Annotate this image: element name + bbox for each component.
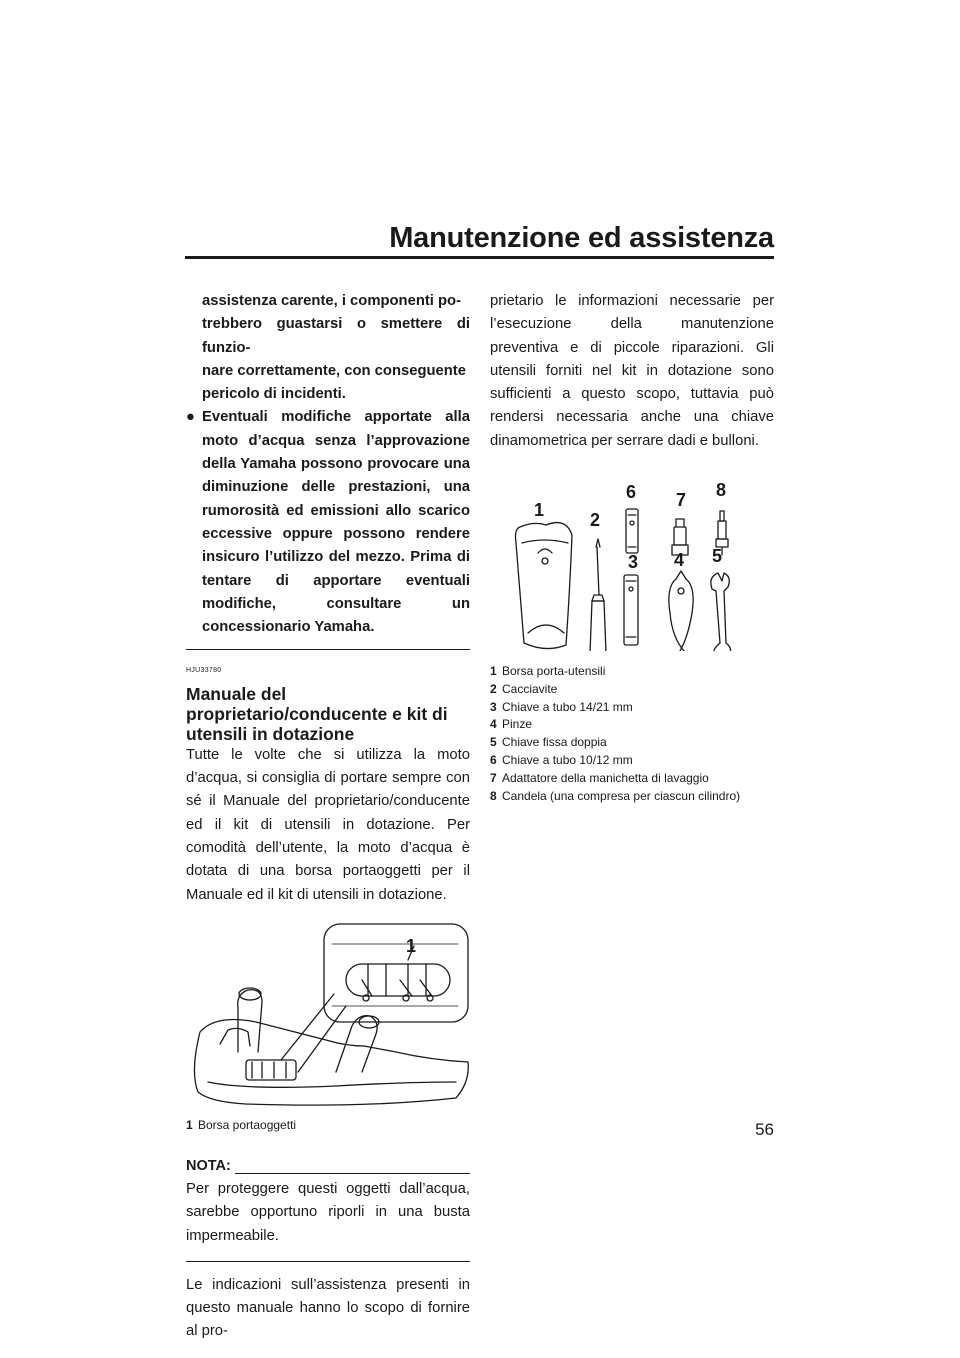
- note-rule: [235, 1173, 470, 1174]
- tool-caption: [490, 663, 774, 681]
- header-rule: [185, 256, 774, 259]
- tool-caption: [490, 681, 774, 699]
- section-divider: [186, 649, 470, 650]
- page-number: 56: [755, 1120, 774, 1139]
- caption-number: 3: [490, 699, 497, 714]
- caption-number: 1: [490, 664, 497, 679]
- tool-caption: [490, 770, 774, 788]
- caption-text: Borsa portaoggetti: [198, 1117, 297, 1132]
- caption-text: Pinze: [502, 717, 533, 732]
- warning-line: trebbero guastarsi o smettere di funzio-: [202, 316, 470, 356]
- caption-text: Chiave fissa doppia: [502, 735, 607, 750]
- warning-line: assistenza carente, i componenti po-: [202, 293, 462, 309]
- page-title: Manutenzione ed assistenza: [389, 222, 774, 254]
- caption-text: Adattatore della manichetta di lavaggio: [502, 770, 709, 785]
- caption-number: 6: [490, 753, 497, 768]
- tool-number-6: 6: [626, 482, 637, 503]
- right-column: [490, 290, 774, 805]
- caption-text: Chiave a tubo 10/12 mm: [502, 753, 633, 768]
- note-label: NOTA:: [186, 1157, 231, 1174]
- warning-continuation: [186, 290, 470, 406]
- left-column: [186, 290, 470, 1344]
- warning-bullet: [186, 406, 470, 639]
- caption-number: 7: [490, 770, 497, 785]
- tool-number-4: 4: [674, 550, 685, 571]
- caption-number: 1: [186, 1117, 193, 1132]
- tool-caption: [490, 752, 774, 770]
- note-header: [186, 1155, 470, 1178]
- tool-kit-figure: [490, 467, 774, 651]
- tool-caption: [490, 788, 774, 806]
- tool-number-7: 7: [676, 490, 687, 511]
- figure-callout-1: 1: [406, 935, 417, 956]
- caption-text: Borsa porta-utensili: [502, 664, 606, 679]
- closing-text: Le indicazioni sull’assistenza presenti in questo manuale hanno lo scopo di fornire al pro-: [186, 1276, 470, 1340]
- tool-captions: [490, 663, 774, 805]
- warning-line: nare correttamente, con conseguente: [202, 362, 466, 379]
- caption-number: 4: [490, 717, 497, 732]
- tool-number-1: 1: [534, 500, 545, 521]
- figure-caption: [186, 1117, 470, 1135]
- tool-number-3: 3: [628, 552, 639, 573]
- warning-bullet-text: Eventuali modifiche apportate alla moto d’acqua senza l’approvazione della Yamaha possono provocare una diminuzione delle prestazioni, una rumorosità ed emissioni allo scarico eccessive oppure possono rendere insicuro l’utilizzo del mezzo. Prima di tentare di apportare eventuali modifiche, consultare un concessionario Yamaha.: [202, 409, 470, 636]
- tool-number-2: 2: [590, 510, 601, 531]
- warning-line: pericolo di incidenti.: [202, 386, 346, 403]
- note-end-rule: [186, 1261, 470, 1262]
- tool-number-8: 8: [716, 480, 727, 501]
- section-title: Manuale del proprietario/conducente e kit di utensili in dotazione: [186, 683, 448, 744]
- bullet-icon: ●: [186, 409, 195, 426]
- caption-text: Cacciavite: [502, 681, 558, 696]
- caption-text: Candela (una compresa per ciascun cilindro): [502, 788, 741, 803]
- tool-caption: [490, 716, 774, 734]
- note-text: Per proteggere questi oggetti dall’acqua, sarebbe opportuno riporli in una busta impermeabile.: [186, 1180, 470, 1244]
- storage-bag-figure: [186, 922, 470, 1113]
- right-paragraph: prietario le informazioni necessarie per l’esecuzione della manutenzione preventiva e di piccole riparazioni. Gli utensili forniti nel kit in dotazione sono sufficienti a questo scopo, tuttavia può rendersi necessaria anche una chiave dinamometrica per serrare dadi e bulloni.: [490, 293, 774, 449]
- tool-number-5: 5: [712, 546, 723, 567]
- section-code: HJU33780: [186, 667, 222, 675]
- jet-ski-illustration: [186, 922, 470, 1113]
- caption-text: Chiave a tubo 14/21 mm: [502, 699, 633, 714]
- caption-number: 8: [490, 788, 497, 803]
- caption-number: 2: [490, 681, 497, 696]
- caption-number: 5: [490, 735, 497, 750]
- tool-caption: [490, 734, 774, 752]
- tool-caption: [490, 699, 774, 717]
- section-paragraph: Tutte le volte che si utilizza la moto d’acqua, si consiglia di portare sempre con sé il Manuale del proprietario/conducente ed il kit di utensili in dotazione. Per comodità dell’utente, la moto d’acqua è dotata di una borsa portaoggetti per il Manuale ed il kit di utensili in dotazione.: [186, 746, 470, 903]
